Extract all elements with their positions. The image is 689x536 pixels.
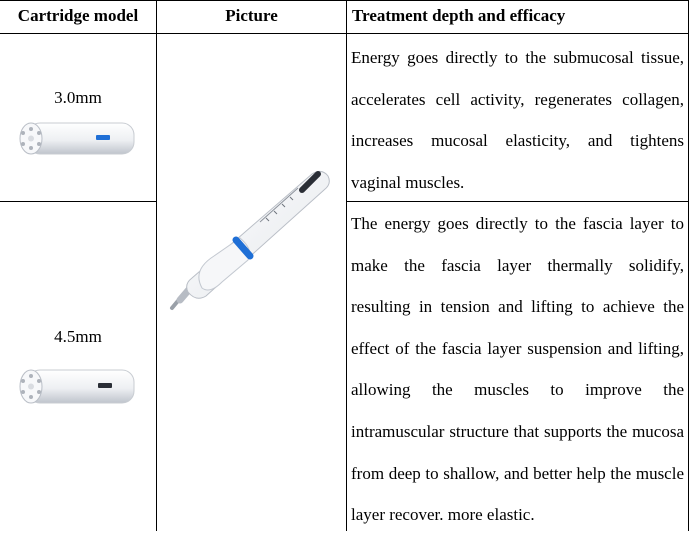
table-line-col1 [156,0,157,531]
efficacy-text-4-5mm: The energy goes directly to the fascia layer to make the fascia layer thermally solidify, resulting in tension and lifting to achieve the effect of the fascia layer suspension and lifting, allowing the muscles to improve the intramuscular structure that supports the mucosa from deep to shallow, and better help the muscle layer recover. more elastic. [351,214,684,525]
model-label-3mm: 3.0mm [54,88,102,107]
cartridge-3mm-image [14,118,138,160]
header-cartridge-model: Cartridge model [17,6,139,25]
cartridge-4-5mm-image [14,365,138,409]
handpiece-image [162,160,342,320]
table-line-header [0,33,689,34]
table-line-col2 [346,0,347,531]
efficacy-text-3mm: Energy goes directly to the submucosal tissue, accelerates cell activity, regenerates collagen, increases mucosal elasticity, and tightens vaginal muscles. [351,48,684,192]
header-treatment-depth: Treatment depth and efficacy [352,6,566,25]
model-label-4-5mm: 4.5mm [54,327,102,346]
table-line-row-divider-left [0,201,157,202]
header-picture: Picture [225,6,278,25]
